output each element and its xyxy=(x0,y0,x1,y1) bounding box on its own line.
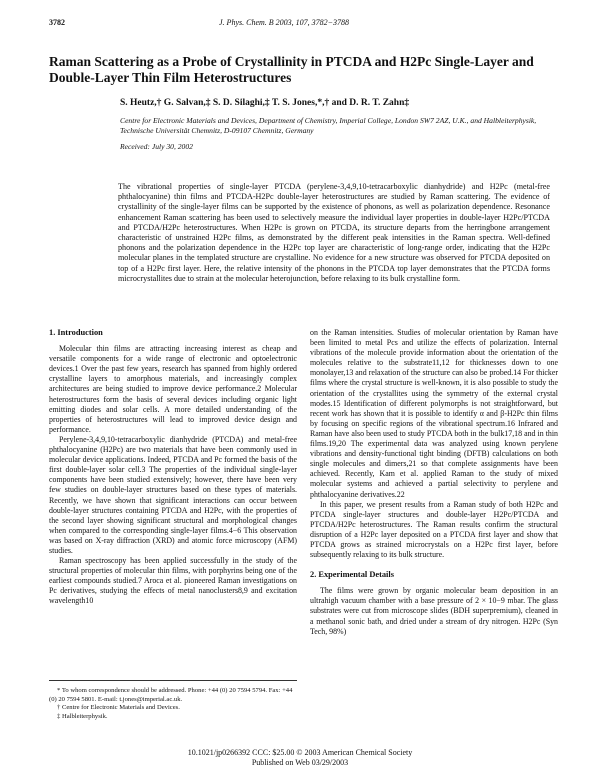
affiliation: Centre for Electronic Materials and Devices, Department of Chemistry, Imperial College, London SW7 2AZ, U.K., and Halbleiterphysik, Technische Universität Chemnitz, D-09107 Chemnitz, Germany xyxy=(120,116,537,135)
left-column xyxy=(49,328,297,607)
intro-paragraph: Raman spectroscopy has been applied successfully in the study of the structural properties of molecular thin films, with porphyrins being one of the earliest compounds studied.7 Aroca et al. pioneered Raman investigations on Pc derivatives, studying the effects of metal nanoclusters8,9 and excitation wavelength10 xyxy=(49,556,297,606)
received-date: Received: July 30, 2002 xyxy=(120,142,193,151)
page-number: 3782 xyxy=(49,18,65,27)
section-heading-introduction: 1. Introduction xyxy=(49,328,103,337)
intro-paragraph: In this paper, we present results from a Raman study of both H2Pc and PTCDA single-layer structures and double-layer H2Pc/PTCDA and PTCDA/H2Pc heterostructures. The Raman results confirm the structural disruption of a H2Pc layer deposited on a PTCDA first layer and show that PTCDA grows as strained microcrystals on a H2Pc first layer, before subsequently relaxing to its bulk structure. xyxy=(310,499,558,560)
footnote-correspondence: * To whom correspondence should be addressed. Phone: +44 (0) 20 7594 5794. Fax: +44 (0) 20 7594 5801. E-mail: t.jones@imperial.ac.uk. xyxy=(49,687,293,703)
footnote-affiliation-1: † Centre for Electronic Materials and Devices. xyxy=(57,704,180,712)
right-column xyxy=(310,328,558,637)
page-footer xyxy=(0,748,600,768)
paper-title: Raman Scattering as a Probe of Crystallinity in PTCDA and H2Pc Single-Layer and Double-Layer Thin Film Heterostructures xyxy=(49,54,534,85)
footnotes xyxy=(49,680,297,721)
section-heading-experimental: 2. Experimental Details xyxy=(310,570,394,580)
publication-date: Published on Web 03/29/2003 xyxy=(251,758,349,767)
footnote-affiliation-2: ‡ Halbleiterphysik. xyxy=(57,712,108,720)
author-list: S. Heutz,† G. Salvan,‡ S. D. Silaghi,‡ T. S. Jones,*,† and D. R. T. Zahn‡ xyxy=(120,98,410,108)
intro-paragraph: Perylene-3,4,9,10-tetracarboxylic dianhydride (PTCDA) and metal-free phthalocyanine (H2Pc) are two materials that have been commonly used in molecular device applications. Indeed, PTCDA and Pc formed the basis of the first double-layer solar cell.3 The properties of the individual single-layer components have been studied extensively; however, there have been very few studies on double-layer structures based on these types of materials. Recently, we have shown that significant interactions can occur between double-layer structures containing PTCDA and H2Pc, with the properties of the second layer showing significant structural and morphological changes when compared to the corresponding single-layer films.4−6 This observation was based on X-ray diffraction (XRD) and atomic force microscopy (AFM) studies. xyxy=(49,434,297,555)
doi-line: 10.1021/jp0266392 CCC: $25.00 © 2003 American Chemical Society xyxy=(187,748,413,757)
intro-paragraph-continued: on the Raman intensities. Studies of molecular orientation by Raman have been limited to metal Pcs and utilize the effects of polarization. Internal vibrations of the molecule provide information about the orientation of the molecules relative to the substrate11,12 for thicknesses down to one monolayer,13 and relaxation of the structure can also be probed.14 For thicker films where the crystal structure is well-known, it is also possible to study the orientation of the crystallites using the symmetry of the external crystal modes.15 Identification of different polymorphs is not straightforward, but recent work has shown that it is possible to identify α and β-H2Pc thin films by focusing on specific regions of the vibrational spectrum.16 Infrared and Raman have also been used to study PTCDA both in the bulk17,18 and in thin films.19,20 The experimental data was analyzed using known perylene vibrations and density-functional tight binding (DFTB) calculations on both single molecules and dimers,21 so that complete assignments have been achieved. Recently, Kam et al. applied Raman to the study of mixed molecular systems and achieved a partial selectivity to perylene and phthalocyanine derivatives.22 xyxy=(310,328,558,499)
abstract: The vibrational properties of single-layer PTCDA (perylene-3,4,9,10-tetracarboxylic dianhydride) and H2Pc (metal-free phthalocyanine) thin films and PTCDA-H2Pc double-layer heterostructures are studied by Raman scattering. The evidence of crystallinity of the single-layer films can be supported by the existence of phonons, as well as polarization dependence. Resonance enhancement Raman scattering has been used to selectively measure the individual layer properties in double-layer H2Pc/PTCDA and PTCDA/H2Pc heterostructures. When H2Pc is grown on PTCDA, its structure departs from the herringbone arrangement characteristic of unstrained H2Pc films, as demonstrated by the different peak intensities in the Raman spectra. Well-defined phonons and the polarization dependence in the H2Pc top layer are characteristic of long-range order, indicating that the H2Pc molecular planes in the templated structure are crystalline. No evidence for a new structure was observed for PTCDA deposited on top of a H2Pc first layer. Here, the relative intensity of the phonons in the PTCDA top layer demonstrates that the PTCDA forms microcrystallites due to strain at the molecular heterojunction, before relaxing to its bulk crystalline form. xyxy=(118,182,550,283)
intro-paragraph: Molecular thin films are attracting increasing interest as cheap and versatile components for a wide range of electronic and optoelectronic devices.1 Over the past few years, research has spanned from highly ordered crystalline layers to amorphous materials, and increasingly complex architectures are being studied to improve device performance.2 Molecular heterostructures form the basis of several devices including organic light emitting diodes and solar cells. A more detailed understanding of the properties of heterostructures will lead to improved device design and performance. xyxy=(49,344,297,434)
journal-citation: J. Phys. Chem. B 2003, 107, 3782−3788 xyxy=(219,18,350,27)
experimental-paragraph: The films were grown by organic molecular beam deposition in an ultrahigh vacuum chamber with a base pressure of 2 × 10−9 mbar. The glass substrates were cut from microscope slides (BDH superpremium), cleaned in a methanol sonic bath, and dried under a stream of dry nitrogen. H2Pc (Syn Tech, 98%) xyxy=(310,586,558,636)
